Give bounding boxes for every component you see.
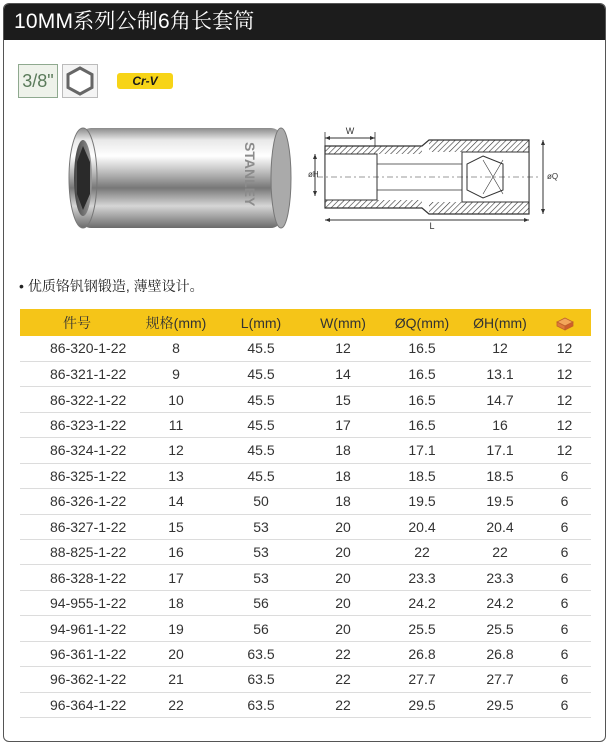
cell-size: 17 [134,565,218,590]
cell-q: 17.1 [382,438,462,463]
cell-length: 63.5 [218,667,304,692]
drive-size-badge: 3/8" [18,64,58,98]
cell-length: 53 [218,565,304,590]
cell-part-no: 86-325-1-22 [20,463,134,488]
cell-h: 17.1 [462,438,538,463]
cell-h: 24.2 [462,590,538,615]
col-header-q: ØQ(mm) [382,309,462,336]
table-row [20,489,591,514]
cell-qty: 6 [538,590,591,615]
cell-qty: 12 [538,412,591,437]
cell-h: 13.1 [462,361,538,386]
cell-qty: 12 [538,438,591,463]
cell-q: 18.5 [382,463,462,488]
diagram-label-q: øQ [547,172,559,181]
cell-size: 16 [134,540,218,565]
table-row [20,692,591,717]
cell-length: 63.5 [218,641,304,666]
cell-q: 16.5 [382,387,462,412]
cell-length: 56 [218,616,304,641]
table-row [20,590,591,615]
table-header-row [20,309,591,336]
cell-width: 15 [304,387,382,412]
cell-part-no: 86-328-1-22 [20,565,134,590]
cell-q: 27.7 [382,667,462,692]
cell-h: 29.5 [462,692,538,717]
diagram-label-h: øH [308,170,319,179]
dimension-diagram [307,124,560,230]
cell-q: 20.4 [382,514,462,539]
cell-part-no: 88-825-1-22 [20,540,134,565]
diagram-label-w: W [345,126,355,136]
socket-photo [67,122,299,234]
col-header-size: 规格(mm) [134,309,218,336]
cell-length: 45.5 [218,412,304,437]
page-title: 10MM系列公制6角长套筒 [4,4,605,40]
cell-width: 22 [304,692,382,717]
cell-q: 29.5 [382,692,462,717]
cell-q: 22 [382,540,462,565]
cell-part-no: 94-955-1-22 [20,590,134,615]
table-row [20,565,591,590]
cell-h: 20.4 [462,514,538,539]
table-row [20,438,591,463]
cell-q: 23.3 [382,565,462,590]
cell-part-no: 86-322-1-22 [20,387,134,412]
col-header-part-no: 件号 [20,309,134,336]
cell-size: 9 [134,361,218,386]
cell-part-no: 86-323-1-22 [20,412,134,437]
cell-part-no: 86-320-1-22 [20,336,134,361]
cell-part-no: 96-364-1-22 [20,692,134,717]
spec-table [20,309,591,718]
cell-width: 20 [304,590,382,615]
cell-q: 26.8 [382,641,462,666]
cell-q: 16.5 [382,361,462,386]
cell-width: 20 [304,616,382,641]
cell-qty: 6 [538,616,591,641]
cell-width: 20 [304,565,382,590]
cell-qty: 6 [538,641,591,666]
cell-width: 18 [304,438,382,463]
cell-width: 18 [304,463,382,488]
cell-size: 20 [134,641,218,666]
cell-length: 45.5 [218,361,304,386]
cell-part-no: 86-327-1-22 [20,514,134,539]
cell-size: 14 [134,489,218,514]
package-qty-icon [556,317,574,331]
table-row [20,361,591,386]
cell-q: 16.5 [382,336,462,361]
cell-width: 18 [304,489,382,514]
table-row [20,540,591,565]
cell-size: 10 [134,387,218,412]
cell-qty: 12 [538,387,591,412]
table-row [20,641,591,666]
cell-h: 23.3 [462,565,538,590]
cell-part-no: 86-321-1-22 [20,361,134,386]
cell-h: 27.7 [462,667,538,692]
cell-width: 17 [304,412,382,437]
cell-length: 45.5 [218,387,304,412]
cell-length: 56 [218,590,304,615]
table-row [20,336,591,361]
cell-h: 18.5 [462,463,538,488]
cell-length: 53 [218,514,304,539]
cell-width: 22 [304,667,382,692]
cell-qty: 12 [538,361,591,386]
cell-size: 18 [134,590,218,615]
cell-part-no: 86-326-1-22 [20,489,134,514]
cell-length: 45.5 [218,438,304,463]
cell-width: 12 [304,336,382,361]
bullet: • [19,278,24,294]
col-header-h: ØH(mm) [462,309,538,336]
table-row [20,667,591,692]
col-header-length: L(mm) [218,309,304,336]
cell-h: 16 [462,412,538,437]
material-badge: Cr-V [117,73,173,89]
feature-text: 优质铬钒钢锻造, 薄壁设计。 [27,278,204,294]
table-row [20,616,591,641]
cell-qty: 6 [538,463,591,488]
cell-qty: 6 [538,489,591,514]
cell-q: 16.5 [382,412,462,437]
spec-badges [18,64,218,98]
cell-qty: 12 [538,336,591,361]
cell-size: 19 [134,616,218,641]
feature-description [19,276,204,296]
table-row [20,412,591,437]
cell-qty: 6 [538,540,591,565]
cell-length: 45.5 [218,336,304,361]
cell-width: 14 [304,361,382,386]
cell-length: 63.5 [218,692,304,717]
cell-h: 19.5 [462,489,538,514]
hexagon-icon [62,64,98,98]
cell-q: 25.5 [382,616,462,641]
cell-part-no: 96-361-1-22 [20,641,134,666]
cell-size: 8 [134,336,218,361]
table-row [20,463,591,488]
cell-qty: 6 [538,692,591,717]
catalog-page [3,3,606,742]
cell-h: 25.5 [462,616,538,641]
cell-size: 21 [134,667,218,692]
diagram-label-l: L [429,221,435,230]
cell-part-no: 86-324-1-22 [20,438,134,463]
cell-size: 15 [134,514,218,539]
col-header-qty [538,309,591,336]
cell-size: 13 [134,463,218,488]
cell-length: 53 [218,540,304,565]
cell-qty: 6 [538,565,591,590]
cell-part-no: 94-961-1-22 [20,616,134,641]
cell-q: 19.5 [382,489,462,514]
cell-width: 22 [304,641,382,666]
cell-width: 20 [304,514,382,539]
cell-part-no: 96-362-1-22 [20,667,134,692]
cell-qty: 6 [538,514,591,539]
cell-width: 20 [304,540,382,565]
cell-size: 12 [134,438,218,463]
cell-h: 14.7 [462,387,538,412]
socket-brand-text: STANLEY [242,142,258,207]
table-row [20,387,591,412]
cell-length: 50 [218,489,304,514]
cell-size: 22 [134,692,218,717]
cell-q: 24.2 [382,590,462,615]
cell-length: 45.5 [218,463,304,488]
cell-h: 22 [462,540,538,565]
cell-size: 11 [134,412,218,437]
col-header-width: W(mm) [304,309,382,336]
table-row [20,514,591,539]
cell-qty: 6 [538,667,591,692]
cell-h: 26.8 [462,641,538,666]
cell-h: 12 [462,336,538,361]
